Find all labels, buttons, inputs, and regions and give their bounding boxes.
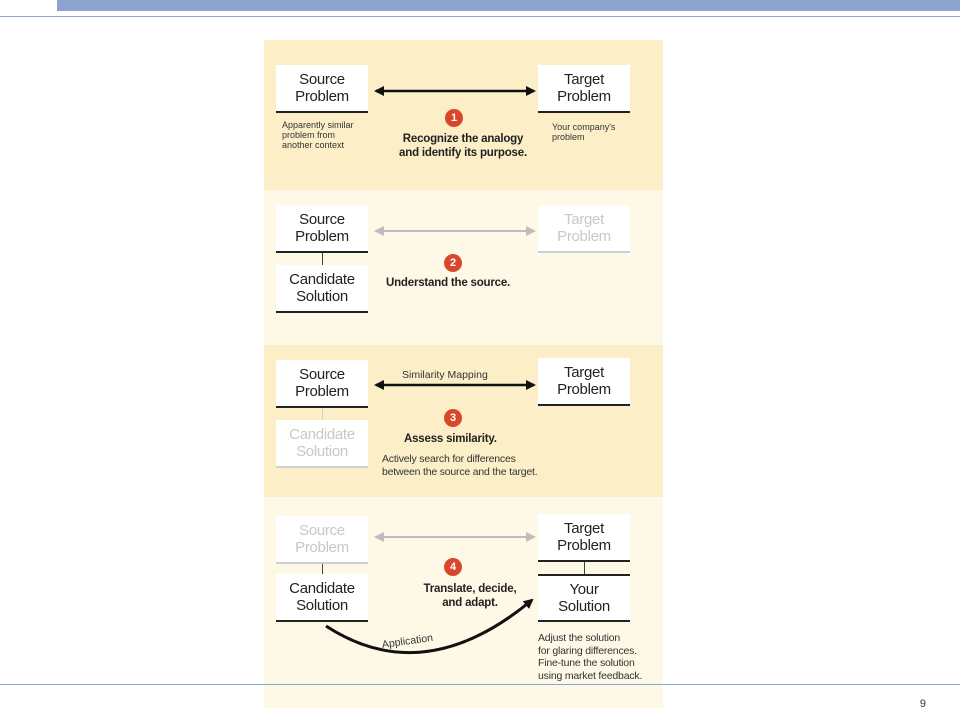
step2-number-badge: 2 xyxy=(444,254,462,272)
step4-number-badge: 4 xyxy=(444,558,462,576)
step4-source-problem-box: Source Problem xyxy=(276,516,368,564)
step3-similarity-mapping-label: Similarity Mapping xyxy=(402,369,488,381)
step2-candidate-solution-box: Candidate Solution xyxy=(276,265,368,313)
page-number: 9 xyxy=(919,698,926,710)
analogy-process-diagram xyxy=(264,40,663,708)
step2-source-problem-box: Source Problem xyxy=(276,205,368,253)
step4-target-problem-box: Target Problem xyxy=(538,514,630,562)
step4-text: Translate, decide, and adapt. xyxy=(423,583,517,609)
step3-target-problem-box: Target Problem xyxy=(538,358,630,406)
step1-text: Recognize the analogy and identify its purpose. xyxy=(399,133,527,159)
step3-connector xyxy=(322,408,323,420)
step1-source-note: Apparently similar problem from another context xyxy=(282,120,354,150)
slide-top-rule xyxy=(0,16,960,17)
step2-target-problem-box: Target Problem xyxy=(538,205,630,253)
step3-candidate-solution-box: Candidate Solution xyxy=(276,420,368,468)
step3-text: Assess similarity. xyxy=(404,433,497,445)
step1-source-problem-box: Source Problem xyxy=(276,65,368,113)
step4-application-label: Application xyxy=(381,631,434,651)
slide-top-bar xyxy=(57,0,960,11)
step3-source-problem-box: Source Problem xyxy=(276,360,368,408)
step2-text: Understand the source. xyxy=(386,277,511,289)
step1-target-note: Your company's problem xyxy=(552,122,616,142)
slide-bottom-rule xyxy=(0,684,960,685)
step4-candidate-solution-box: Candidate Solution xyxy=(276,574,368,622)
step4-your-solution-box: Your Solution xyxy=(538,574,630,622)
step4-note: Adjust the solution for glaring differences. Fine-tune the solution using market feedback. xyxy=(538,632,643,682)
step1-number-badge: 1 xyxy=(445,109,463,127)
step1-target-problem-box: Target Problem xyxy=(538,65,630,113)
step3-subtext: Actively search for differences between the source and the target. xyxy=(382,453,538,478)
step2-connector xyxy=(322,253,323,265)
step3-number-badge: 3 xyxy=(444,409,462,427)
